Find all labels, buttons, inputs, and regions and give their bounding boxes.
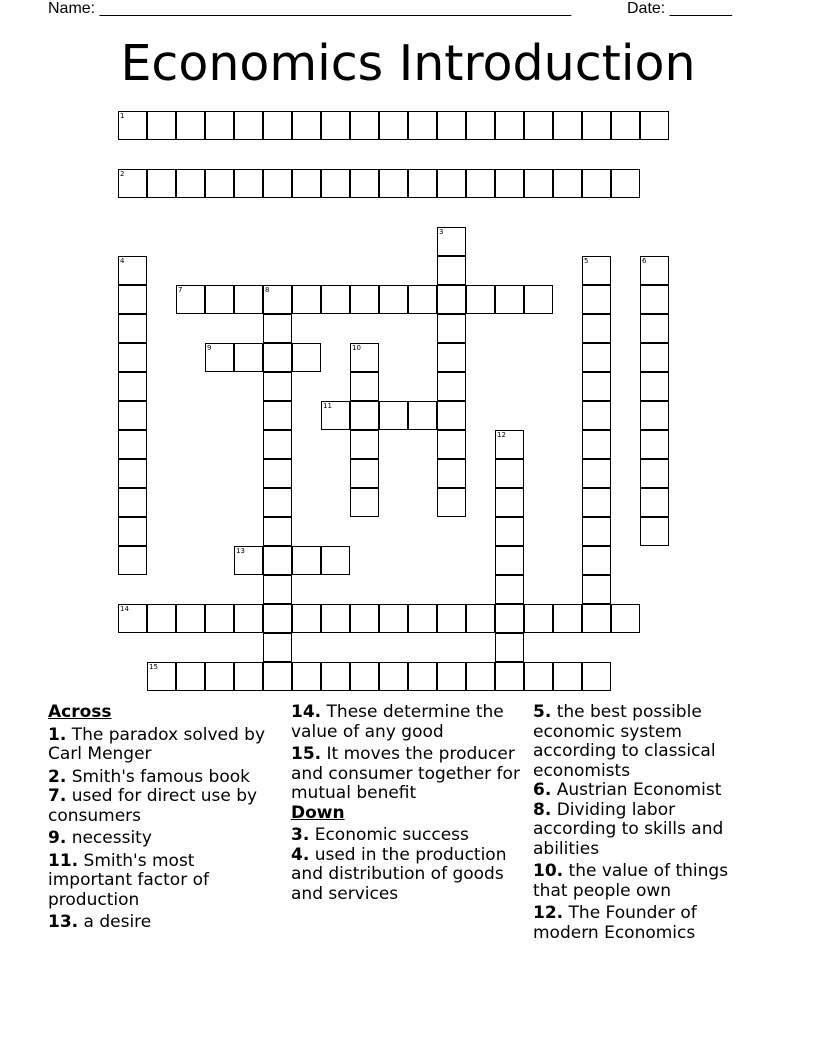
grid-cell[interactable] — [582, 285, 611, 314]
across-clue — [48, 913, 278, 933]
grid-cell[interactable] — [350, 372, 379, 401]
across-clue — [48, 852, 278, 911]
grid-cell[interactable] — [263, 575, 292, 604]
grid-cell[interactable] — [263, 314, 292, 343]
clue-number: 6. — [533, 780, 552, 800]
grid-cell[interactable] — [495, 662, 524, 691]
clue-text: Economic success — [314, 825, 469, 845]
grid-cell[interactable] — [263, 488, 292, 517]
grid-cell[interactable] — [205, 111, 234, 140]
grid-cell[interactable] — [321, 285, 350, 314]
grid-cell[interactable] — [495, 459, 524, 488]
grid-cell[interactable] — [553, 111, 582, 140]
grid-cell[interactable] — [263, 517, 292, 546]
cell-number: 8 — [265, 286, 270, 294]
grid-cell[interactable] — [582, 169, 611, 198]
grid-cell[interactable] — [582, 517, 611, 546]
grid-cell[interactable] — [118, 256, 147, 285]
across-clue — [48, 829, 278, 849]
name-field-label[interactable]: Name: _____________________________________________________ — [48, 0, 572, 17]
down-clue — [291, 826, 523, 846]
grid-cell[interactable] — [640, 314, 669, 343]
grid-cell[interactable] — [118, 604, 147, 633]
grid-cell[interactable] — [495, 575, 524, 604]
page-title: Economics Introduction — [120, 35, 696, 92]
grid-cell[interactable] — [582, 111, 611, 140]
grid-cell[interactable] — [350, 343, 379, 372]
grid-cell[interactable] — [582, 575, 611, 604]
grid-cell[interactable] — [495, 546, 524, 575]
grid-cell[interactable] — [350, 401, 379, 430]
grid-cell[interactable] — [118, 285, 147, 314]
cell-number: 11 — [323, 402, 332, 410]
grid-cell[interactable] — [263, 285, 292, 314]
grid-cell[interactable] — [118, 314, 147, 343]
grid-cell[interactable] — [263, 169, 292, 198]
grid-cell[interactable] — [408, 662, 437, 691]
grid-cell[interactable] — [640, 256, 669, 285]
clue-number: 1. — [48, 724, 67, 745]
grid-cell[interactable] — [408, 169, 437, 198]
grid-cell[interactable] — [408, 111, 437, 140]
grid-cell[interactable] — [553, 169, 582, 198]
grid-cell[interactable] — [321, 546, 350, 575]
clues-column-1 — [48, 703, 278, 933]
down-clue — [533, 781, 763, 801]
grid-cell[interactable] — [495, 285, 524, 314]
clue-number: 12. — [533, 903, 564, 923]
grid-cell[interactable] — [234, 604, 263, 633]
grid-cell[interactable] — [350, 111, 379, 140]
clue-text: the best possible economic system according to classical economists — [533, 702, 716, 781]
grid-cell[interactable] — [205, 343, 234, 372]
date-field-label[interactable]: Date: _______ — [627, 0, 732, 17]
grid-cell[interactable] — [640, 285, 669, 314]
grid-cell[interactable] — [437, 372, 466, 401]
grid-cell[interactable] — [321, 169, 350, 198]
grid-cell[interactable] — [553, 662, 582, 691]
grid-cell[interactable] — [379, 401, 408, 430]
grid-cell[interactable] — [466, 604, 495, 633]
grid-cell[interactable] — [118, 430, 147, 459]
clue-number: 3. — [291, 825, 310, 845]
across-clue — [48, 726, 278, 765]
grid-cell[interactable] — [176, 169, 205, 198]
grid-cell[interactable] — [350, 285, 379, 314]
grid-cell[interactable] — [263, 111, 292, 140]
grid-cell[interactable] — [582, 401, 611, 430]
clue-text: used in the production and distribution of goods and services — [291, 844, 507, 904]
grid-cell[interactable] — [495, 111, 524, 140]
grid-cell[interactable] — [321, 604, 350, 633]
grid-cell[interactable] — [495, 604, 524, 633]
clue-number: 2. — [48, 766, 67, 787]
clue-text: Smith's most important factor of production — [48, 850, 209, 910]
grid-cell[interactable] — [611, 604, 640, 633]
clues-column-2 — [291, 703, 523, 904]
clue-number: 8. — [533, 799, 552, 820]
grid-cell[interactable] — [234, 662, 263, 691]
cell-number: 7 — [178, 286, 183, 294]
grid-cell[interactable] — [611, 111, 640, 140]
grid-cell[interactable] — [205, 662, 234, 691]
grid-cell[interactable] — [350, 604, 379, 633]
grid-cell[interactable] — [640, 430, 669, 459]
clue-number: 14. — [291, 702, 322, 722]
grid-cell[interactable] — [640, 111, 669, 140]
grid-cell[interactable] — [292, 546, 321, 575]
clue-number: 5. — [533, 702, 552, 722]
grid-cell[interactable] — [176, 662, 205, 691]
grid-cell[interactable] — [582, 343, 611, 372]
grid-cell[interactable] — [437, 459, 466, 488]
grid-cell[interactable] — [147, 662, 176, 691]
grid-cell[interactable] — [640, 401, 669, 430]
clue-number: 4. — [291, 844, 310, 865]
clue-number: 11. — [48, 850, 79, 871]
clue-text: The Founder of modern Economics — [533, 903, 697, 943]
grid-cell[interactable] — [495, 430, 524, 459]
cell-number: 4 — [120, 257, 125, 265]
grid-cell[interactable] — [118, 343, 147, 372]
grid-cell[interactable] — [466, 662, 495, 691]
grid-cell[interactable] — [234, 343, 263, 372]
grid-cell[interactable] — [263, 372, 292, 401]
grid-cell[interactable] — [408, 604, 437, 633]
grid-cell[interactable] — [292, 604, 321, 633]
grid-cell[interactable] — [118, 517, 147, 546]
grid-cell[interactable] — [263, 633, 292, 662]
grid-cell[interactable] — [205, 285, 234, 314]
down-clue — [533, 703, 763, 781]
grid-cell[interactable] — [524, 285, 553, 314]
grid-cell[interactable] — [640, 459, 669, 488]
clue-number: 9. — [48, 828, 67, 848]
grid-cell[interactable] — [582, 459, 611, 488]
grid-cell[interactable] — [350, 169, 379, 198]
cell-number: 3 — [439, 228, 444, 236]
cell-number: 12 — [497, 431, 506, 439]
grid-cell[interactable] — [118, 169, 147, 198]
grid-cell[interactable] — [524, 111, 553, 140]
grid-cell[interactable] — [640, 517, 669, 546]
grid-cell[interactable] — [582, 546, 611, 575]
grid-cell[interactable] — [147, 604, 176, 633]
grid-cell[interactable] — [350, 662, 379, 691]
grid-cell[interactable] — [582, 604, 611, 633]
grid-cell[interactable] — [379, 604, 408, 633]
grid-cell[interactable] — [263, 662, 292, 691]
clue-text: The paradox solved by Carl Menger — [48, 724, 266, 764]
clue-number: 10. — [533, 861, 564, 881]
grid-cell[interactable] — [379, 169, 408, 198]
grid-cell[interactable] — [263, 604, 292, 633]
grid-cell[interactable] — [292, 169, 321, 198]
grid-cell[interactable] — [524, 662, 553, 691]
clue-text: the value of things that people own — [533, 861, 729, 901]
grid-cell[interactable] — [234, 285, 263, 314]
clue-number: 15. — [291, 744, 322, 764]
grid-cell[interactable] — [147, 111, 176, 140]
across-clue — [48, 768, 278, 788]
grid-cell[interactable] — [466, 169, 495, 198]
down-clue — [533, 904, 763, 943]
grid-cell[interactable] — [263, 343, 292, 372]
grid-cell[interactable] — [263, 459, 292, 488]
grid-cell[interactable] — [437, 343, 466, 372]
clue-text: Austrian Economist — [556, 780, 722, 800]
clues-column-3 — [533, 703, 763, 943]
down-clue — [533, 862, 763, 901]
grid-cell[interactable] — [582, 488, 611, 517]
cell-number: 5 — [584, 257, 589, 265]
grid-cell[interactable] — [582, 372, 611, 401]
grid-cell[interactable] — [640, 372, 669, 401]
cell-number: 9 — [207, 344, 212, 352]
grid-cell[interactable] — [437, 111, 466, 140]
grid-cell[interactable] — [292, 285, 321, 314]
grid-cell[interactable] — [292, 343, 321, 372]
grid-cell[interactable] — [118, 401, 147, 430]
grid-cell[interactable] — [437, 314, 466, 343]
grid-cell[interactable] — [350, 430, 379, 459]
grid-cell[interactable] — [176, 604, 205, 633]
cell-number: 2 — [120, 170, 125, 178]
grid-cell[interactable] — [321, 662, 350, 691]
grid-cell[interactable] — [118, 459, 147, 488]
grid-cell[interactable] — [524, 604, 553, 633]
across-clue — [291, 745, 523, 804]
grid-cell[interactable] — [205, 169, 234, 198]
grid-cell[interactable] — [263, 546, 292, 575]
across-clue — [291, 703, 523, 742]
grid-cell[interactable] — [437, 227, 466, 256]
grid-cell[interactable] — [205, 604, 234, 633]
clue-text: used for direct use by consumers — [48, 786, 258, 826]
grid-cell[interactable] — [147, 169, 176, 198]
grid-cell[interactable] — [292, 111, 321, 140]
grid-cell[interactable] — [408, 401, 437, 430]
grid-cell[interactable] — [524, 169, 553, 198]
grid-cell[interactable] — [118, 111, 147, 140]
grid-cell[interactable] — [495, 517, 524, 546]
down-clue — [291, 846, 523, 905]
clue-text: necessity — [71, 828, 152, 848]
cell-number: 1 — [120, 112, 125, 120]
grid-cell[interactable] — [350, 459, 379, 488]
grid-cell[interactable] — [176, 285, 205, 314]
cell-number: 13 — [236, 547, 245, 555]
grid-cell[interactable] — [640, 488, 669, 517]
grid-cell[interactable] — [234, 169, 263, 198]
grid-cell[interactable] — [582, 430, 611, 459]
across-clue — [48, 787, 278, 826]
grid-cell[interactable] — [611, 169, 640, 198]
grid-cell[interactable] — [582, 314, 611, 343]
grid-cell[interactable] — [437, 604, 466, 633]
grid-cell[interactable] — [234, 546, 263, 575]
grid-cell[interactable] — [437, 285, 466, 314]
grid-cell[interactable] — [408, 285, 437, 314]
clue-text: a desire — [83, 912, 152, 932]
grid-cell[interactable] — [437, 401, 466, 430]
grid-cell[interactable] — [379, 662, 408, 691]
grid-cell[interactable] — [263, 430, 292, 459]
grid-cell[interactable] — [176, 111, 205, 140]
grid-cell[interactable] — [466, 111, 495, 140]
grid-cell[interactable] — [263, 401, 292, 430]
across-heading: Across — [48, 702, 112, 722]
grid-cell[interactable] — [582, 662, 611, 691]
grid-cell[interactable] — [437, 488, 466, 517]
grid-cell[interactable] — [466, 285, 495, 314]
grid-cell[interactable] — [437, 430, 466, 459]
grid-cell[interactable] — [234, 111, 263, 140]
clue-text: It moves the producer and consumer together for mutual benefit — [291, 744, 520, 803]
clue-number: 7. — [48, 786, 67, 806]
clue-text: Dividing labor according to skills and abilities — [533, 799, 724, 859]
grid-cell[interactable] — [350, 488, 379, 517]
clue-text: Smith's famous book — [71, 766, 250, 787]
grid-cell[interactable] — [321, 401, 350, 430]
clue-number: 13. — [48, 912, 79, 932]
grid-cell[interactable] — [553, 604, 582, 633]
grid-cell[interactable] — [118, 372, 147, 401]
grid-cell[interactable] — [118, 488, 147, 517]
grid-cell[interactable] — [118, 546, 147, 575]
cell-number: 15 — [149, 663, 158, 671]
cell-number: 10 — [352, 344, 361, 352]
grid-cell[interactable] — [437, 169, 466, 198]
clue-text: These determine the value of any good — [291, 702, 504, 742]
grid-cell[interactable] — [321, 111, 350, 140]
down-clue — [533, 801, 763, 860]
grid-cell[interactable] — [640, 343, 669, 372]
grid-cell[interactable] — [292, 662, 321, 691]
grid-cell[interactable] — [495, 633, 524, 662]
cell-number: 6 — [642, 257, 647, 265]
grid-cell[interactable] — [379, 285, 408, 314]
grid-cell[interactable] — [495, 488, 524, 517]
grid-cell[interactable] — [495, 169, 524, 198]
down-heading: Down — [291, 802, 345, 823]
grid-cell[interactable] — [379, 111, 408, 140]
grid-cell[interactable] — [437, 662, 466, 691]
grid-cell[interactable] — [582, 256, 611, 285]
cell-number: 14 — [120, 605, 129, 613]
grid-cell[interactable] — [437, 256, 466, 285]
